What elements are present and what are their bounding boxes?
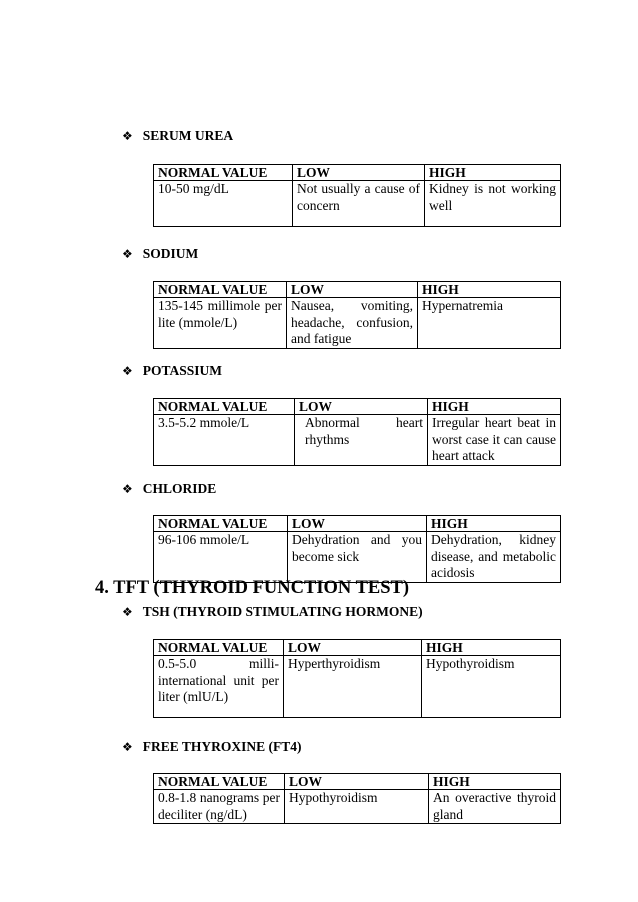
diamond-bullet-icon: ❖ <box>122 740 133 754</box>
cell-low: Nausea, vomiting, headache, confusion, and fatigue <box>287 298 418 349</box>
header-normal-value: NORMAL VALUE <box>154 516 288 532</box>
cell-normal-value: 135-145 millimole per lite (mmole/L) <box>154 298 287 349</box>
chloride-table <box>153 515 561 583</box>
cell-low: Abnormal heart rhythms <box>295 415 428 466</box>
table-header-row <box>154 282 561 298</box>
table-header-row <box>154 399 561 415</box>
header-normal-value: NORMAL VALUE <box>154 399 295 415</box>
heading-text: FREE THYROXINE (FT4) <box>142 739 302 754</box>
table-row <box>154 298 561 349</box>
table-header-row <box>154 640 561 656</box>
table-row <box>154 181 561 227</box>
table-row <box>154 415 561 466</box>
cell-normal-value: 0.8-1.8 nanograms per deciliter (ng/dL) <box>154 790 285 824</box>
table-row <box>154 532 561 583</box>
section-heading-free-thyroxine <box>122 739 302 755</box>
table-header-row <box>154 516 561 532</box>
tsh-table <box>153 639 561 718</box>
header-normal-value: NORMAL VALUE <box>154 165 293 181</box>
cell-high: Kidney is not working well <box>425 181 561 227</box>
free-thyroxine-table <box>153 773 561 824</box>
header-low: LOW <box>284 640 422 656</box>
serum-urea-table <box>153 164 561 227</box>
cell-high: Hypernatremia <box>418 298 561 349</box>
header-low: LOW <box>288 516 427 532</box>
table-row <box>154 790 561 824</box>
section-heading-chloride <box>122 481 216 497</box>
header-low: LOW <box>285 774 429 790</box>
cell-normal-value: 96-106 mmole/L <box>154 532 288 583</box>
header-high: HIGH <box>429 774 561 790</box>
header-normal-value: NORMAL VALUE <box>154 774 285 790</box>
header-high: HIGH <box>425 165 561 181</box>
cell-high: Dehydration, kidney disease, and metabolic acidosis <box>427 532 561 583</box>
sodium-table <box>153 281 561 349</box>
heading-text: TSH (THYROID STIMULATING HORMONE) <box>142 604 423 619</box>
section-heading-potassium <box>122 363 222 379</box>
heading-text: POTASSIUM <box>142 363 223 378</box>
header-high: HIGH <box>427 516 561 532</box>
section-heading-serum-urea <box>122 128 233 144</box>
cell-high: Irregular heart beat in worst case it can cause heart attack <box>428 415 561 466</box>
cell-normal-value: 10-50 mg/dL <box>154 181 293 227</box>
header-low: LOW <box>287 282 418 298</box>
diamond-bullet-icon: ❖ <box>122 247 133 261</box>
header-low: LOW <box>293 165 425 181</box>
cell-high: Hypothyroidism <box>422 656 561 718</box>
header-normal-value: NORMAL VALUE <box>154 282 287 298</box>
header-normal-value: NORMAL VALUE <box>154 640 284 656</box>
cell-low: Not usually a cause of concern <box>293 181 425 227</box>
header-high: HIGH <box>418 282 561 298</box>
header-low: LOW <box>295 399 428 415</box>
table-header-row <box>154 165 561 181</box>
header-high: HIGH <box>428 399 561 415</box>
diamond-bullet-icon: ❖ <box>122 482 133 496</box>
heading-text: SERUM UREA <box>142 128 234 143</box>
section-heading-tsh <box>122 604 423 620</box>
heading-text: CHLORIDE <box>142 481 217 496</box>
table-header-row <box>154 774 561 790</box>
potassium-table <box>153 398 561 466</box>
diamond-bullet-icon: ❖ <box>122 364 133 378</box>
cell-low: Dehydration and you become sick <box>288 532 427 583</box>
cell-low: Hyperthyroidism <box>284 656 422 718</box>
section-heading-tft: 4. TFT (THYROID FUNCTION TEST) <box>95 578 410 598</box>
heading-text: SODIUM <box>142 246 199 261</box>
diamond-bullet-icon: ❖ <box>122 605 133 619</box>
diamond-bullet-icon: ❖ <box>122 129 133 143</box>
cell-normal-value: 0.5-5.0 milli-international unit per liter (mlU/L) <box>154 656 284 718</box>
cell-low: Hypothyroidism <box>285 790 429 824</box>
cell-high: An overactive thyroid gland <box>429 790 561 824</box>
table-row <box>154 656 561 718</box>
cell-normal-value: 3.5-5.2 mmole/L <box>154 415 295 466</box>
section-heading-sodium <box>122 246 198 262</box>
header-high: HIGH <box>422 640 561 656</box>
